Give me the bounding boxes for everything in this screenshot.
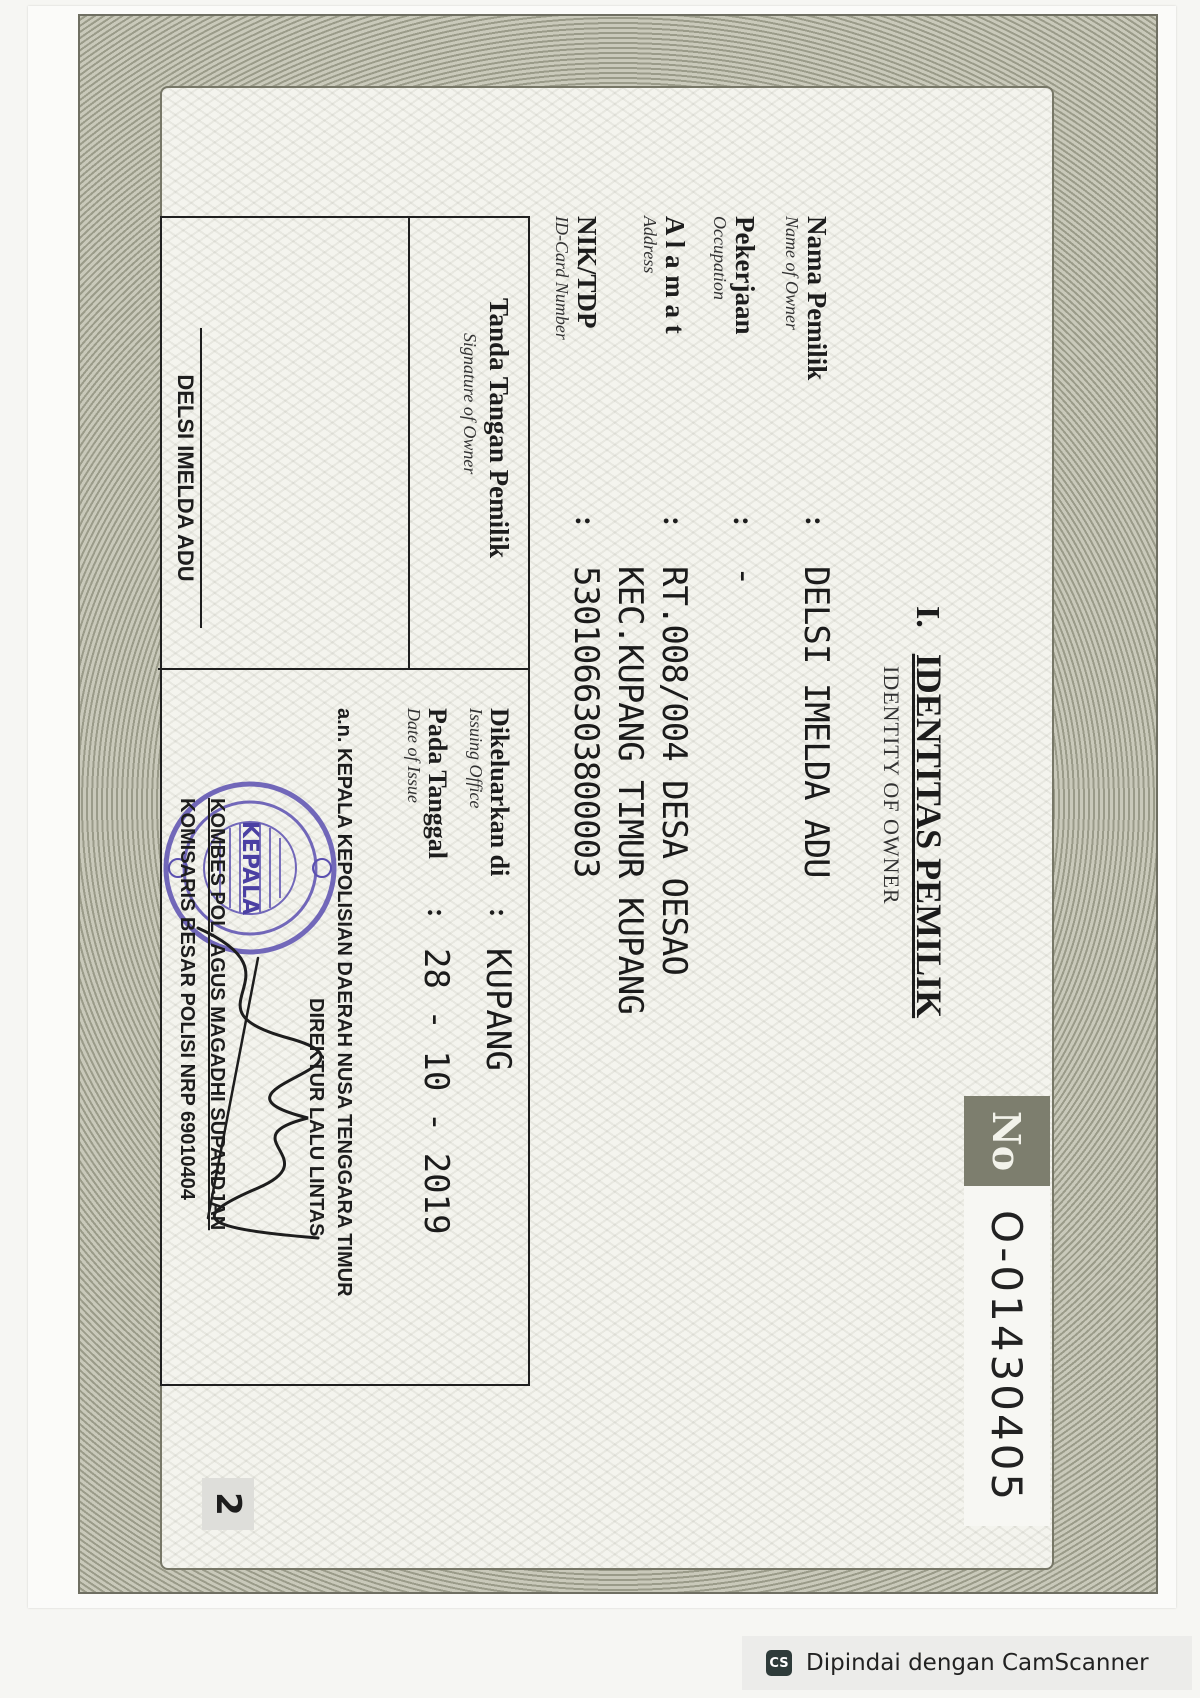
field-label: Nama Pemilik xyxy=(802,216,832,381)
issue-date-label: Pada Tanggal xyxy=(423,708,452,860)
field-value: DELSI IMELDA ADU xyxy=(796,566,836,878)
camscanner-icon: CS xyxy=(766,1650,792,1676)
field-value: - xyxy=(724,566,764,586)
section-title: IDENTITAS PEMILIK xyxy=(909,653,949,1019)
field-label-en: Name of Owner xyxy=(782,216,802,330)
camscanner-badge xyxy=(742,1636,1192,1690)
issuing-office-colon: : xyxy=(483,908,514,918)
section-number: I. xyxy=(909,606,946,628)
section-subtitle: IDENTITY OF OWNER xyxy=(879,666,904,905)
rotated-nik-field-layer xyxy=(160,86,1050,1566)
issue-date-label-en: Date of Issue xyxy=(404,708,424,803)
field-label: A l a m a t xyxy=(660,216,690,334)
issue-date-value: 28 - 10 - 2019 xyxy=(416,948,456,1235)
field-colon: : xyxy=(569,516,602,526)
field-label: NIK/TDP xyxy=(572,216,602,329)
page-number: 2 xyxy=(202,1478,254,1530)
camscanner-label: Dipindai dengan CamScanner xyxy=(806,1650,1149,1676)
issue-date-colon: : xyxy=(421,908,452,918)
authority-line-1: a.n. KEPALA KEPOLISIAN DAERAH NUSA TENGGARA TIMUR xyxy=(333,708,355,1297)
owner-signature-label: Tanda Tangan Pemilik xyxy=(484,298,514,559)
issuing-office-value: KUPANG xyxy=(478,948,518,1071)
officer-name: KOMBES POL. AGUS MAGADHI SUPARDJAN xyxy=(206,798,228,1231)
field-label-en: Occupation xyxy=(710,216,730,300)
field-nik-number xyxy=(560,216,620,1416)
field-label: Pekerjaan xyxy=(730,216,760,335)
authority-line-2: DIREKTUR LALU LINTAS xyxy=(305,998,327,1237)
field-colon: : xyxy=(657,516,690,526)
field-colon: : xyxy=(727,516,760,526)
number-label: No xyxy=(964,1096,1050,1186)
issuing-office-label-en: Issuing Office xyxy=(466,708,486,809)
field-value: RT.008/004 DESA OESAO xyxy=(654,566,694,975)
owner-signature-name: DELSI IMELDA ADU xyxy=(173,374,198,582)
field-colon: : xyxy=(799,516,832,526)
field-label-en: Address xyxy=(640,216,660,274)
number-value: O-01430405 xyxy=(964,1186,1050,1526)
field-label-en: ID-Card Number xyxy=(552,216,572,340)
stamp-text: KEPALA xyxy=(237,820,262,916)
field-value-line2: KEC.KUPANG TIMUR KUPANG xyxy=(610,566,650,1014)
issuing-office-label: Dikeluarkan di xyxy=(485,708,514,877)
officer-rank: KOMISARIS BESAR POLISI NRP 69010404 xyxy=(176,798,198,1200)
owner-signature-label-en: Signature of Owner xyxy=(460,333,480,475)
field-value: 5301066303800003 xyxy=(566,566,606,878)
